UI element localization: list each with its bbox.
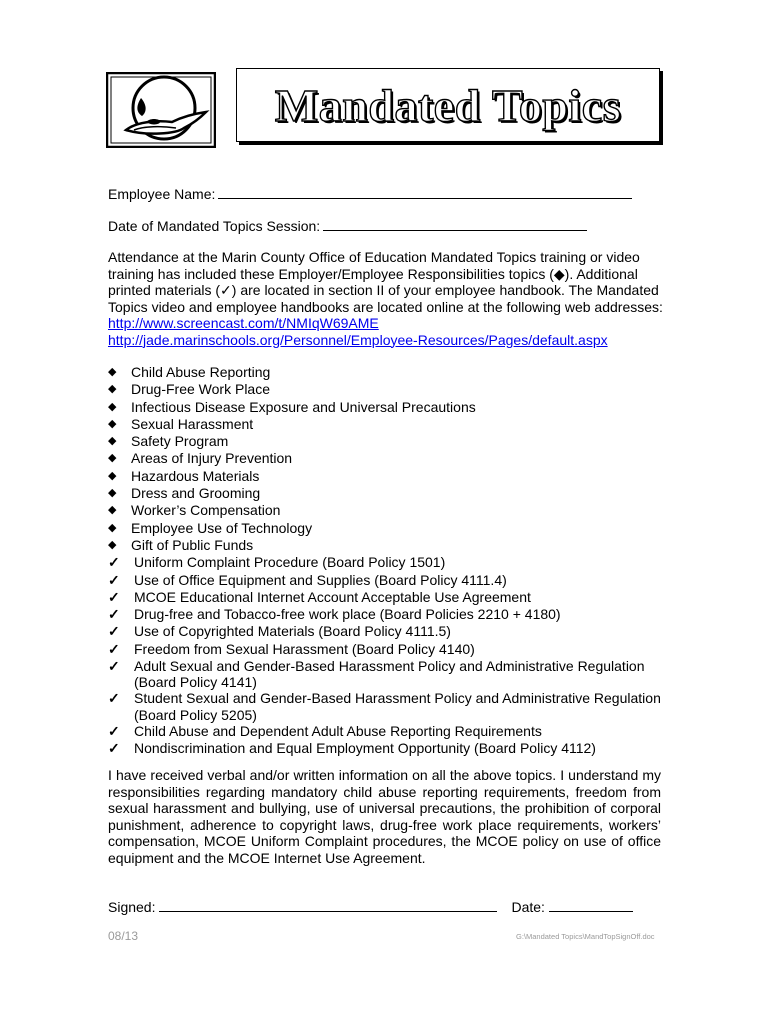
list-item: ✓ Adult Sexual and Gender-Based Harassment Policy and Administrative Regulation (Board Policy 4141) bbox=[108, 658, 645, 691]
diamond-bullet-icon: ◆ bbox=[108, 435, 117, 448]
list-item: ◆ Drug-Free Work Place bbox=[108, 381, 271, 398]
intro-paragraph bbox=[108, 249, 663, 348]
session-date-field bbox=[108, 216, 587, 234]
acknowledgment-paragraph: I have received verbal and/or written information on all the above topics. I understand my responsibilities regarding mandatory child abuse reporting requirements, freedom from sexual harassment and bullying, use of universal precautions, the prohibition of corporal punishment, adherence to copyright laws, drug-free work place requirements, workers’ compensation, MCOE Uniform Complaint procedures, the MCOE policy on use of office equipment and the MCOE Internet Use Agreement. bbox=[108, 767, 661, 866]
list-item: ◆ Areas of Injury Prevention bbox=[108, 450, 293, 467]
check-bullet-icon: ✓ bbox=[108, 623, 120, 640]
check-bullet-icon: ✓ bbox=[108, 658, 120, 675]
employee-name-label: Employee Name: bbox=[108, 186, 216, 202]
diamond-bullet-icon: ◆ bbox=[108, 383, 117, 396]
list-item: ✓ MCOE Educational Internet Account Acceptable Use Agreement bbox=[108, 588, 531, 605]
diamond-bullet-icon: ◆ bbox=[108, 400, 117, 413]
version-label: 08/13 bbox=[108, 929, 139, 943]
list-item: ◆ Infectious Disease Exposure and Universal Precautions bbox=[108, 398, 476, 415]
check-bullet-icon: ✓ bbox=[108, 588, 120, 605]
list-item: ✓ Student Sexual and Gender-Based Harassment Policy and Administrative Regulation (Board Policy 5205) bbox=[108, 690, 661, 723]
signed-label: Signed: bbox=[108, 899, 156, 915]
diamond-bullet-icon: ◆ bbox=[108, 366, 117, 378]
check-bullet-icon: ✓ bbox=[108, 722, 120, 739]
diamond-bullet-icon: ◆ bbox=[108, 452, 117, 465]
session-date-label: Date of Mandated Topics Session: bbox=[108, 218, 321, 234]
check-bullet-icon: ✓ bbox=[108, 554, 120, 571]
list-item: ✓ Child Abuse and Dependent Adult Abuse Reporting Requirements bbox=[108, 722, 542, 739]
diamond-bullet-icon: ◆ bbox=[108, 417, 117, 430]
list-item: ◆ Safety Program bbox=[108, 433, 229, 450]
list-item: ◆ Hazardous Materials bbox=[108, 467, 260, 484]
list-item: ◆ Worker’s Compensation bbox=[108, 502, 281, 519]
diamond-bullet-icon: ◆ bbox=[108, 521, 117, 534]
check-bullet-icon: ✓ bbox=[108, 640, 120, 657]
signature-row bbox=[108, 897, 633, 915]
page-title: Mandated Topics bbox=[274, 79, 622, 131]
check-bullet-icon: ✓ bbox=[108, 690, 120, 707]
list-item: ✓ Freedom from Sexual Harassment (Board Policy 4140) bbox=[108, 640, 475, 657]
list-item: ◆ Employee Use of Technology bbox=[108, 519, 313, 536]
intro-text: Attendance at the Marin County Office of Education Mandated Topics training or video training has included these Employer/Employee Responsibilities topics (◆). Additional printed materials (✓) are located in section II of your employee handbook. The Mandated Topics video and employee handbooks are located online at the following web addresses: bbox=[108, 249, 663, 315]
list-item: ◆ Child Abuse Reporting bbox=[108, 364, 271, 380]
list-item: ◆ Sexual Harassment bbox=[108, 415, 254, 432]
employee-name-input[interactable] bbox=[218, 184, 632, 199]
file-path-label: G:\Mandated Topics\MandTopSignOff.doc bbox=[516, 932, 655, 941]
check-bullet-icon: ✓ bbox=[108, 571, 120, 588]
check-bullet-icon: ✓ bbox=[108, 606, 120, 623]
diamond-bullet-icon: ◆ bbox=[108, 504, 117, 517]
diamond-bullet-icon: ◆ bbox=[108, 487, 117, 500]
lamp-of-learning-logo-icon bbox=[106, 72, 216, 148]
list-item: ✓ Drug-free and Tobacco-free work place (Board Policies 2210 + 4180) bbox=[108, 606, 561, 623]
list-item: ◆ Gift of Public Funds bbox=[108, 536, 254, 553]
handbook-link[interactable]: http://jade.marinschools.org/Personnel/Employee-Resources/Pages/default.aspx bbox=[108, 331, 608, 348]
diamond-bullet-icon: ◆ bbox=[108, 469, 117, 482]
date-label: Date: bbox=[511, 899, 545, 915]
session-date-input[interactable] bbox=[323, 216, 587, 231]
screencast-link[interactable]: http://www.screencast.com/t/NMIqW69AME bbox=[108, 315, 379, 331]
list-item: ✓ Uniform Complaint Procedure (Board Policy 1501) bbox=[108, 554, 446, 571]
signature-date-input[interactable] bbox=[549, 897, 633, 912]
list-item: ✓ Nondiscrimination and Equal Employment Opportunity (Board Policy 4112) bbox=[108, 740, 596, 757]
check-bullet-icon: ✓ bbox=[108, 740, 120, 757]
title-box bbox=[236, 68, 660, 142]
list-item: ✓ Use of Copyrighted Materials (Board Policy 4111.5) bbox=[108, 623, 451, 640]
signature-input[interactable] bbox=[159, 897, 497, 912]
diamond-bullet-icon: ◆ bbox=[108, 538, 117, 551]
list-item: ✓ Use of Office Equipment and Supplies (Board Policy 4111.4) bbox=[108, 571, 507, 588]
list-item: ◆ Dress and Grooming bbox=[108, 485, 261, 502]
employee-name-field bbox=[108, 184, 632, 202]
topics-list bbox=[108, 364, 688, 757]
